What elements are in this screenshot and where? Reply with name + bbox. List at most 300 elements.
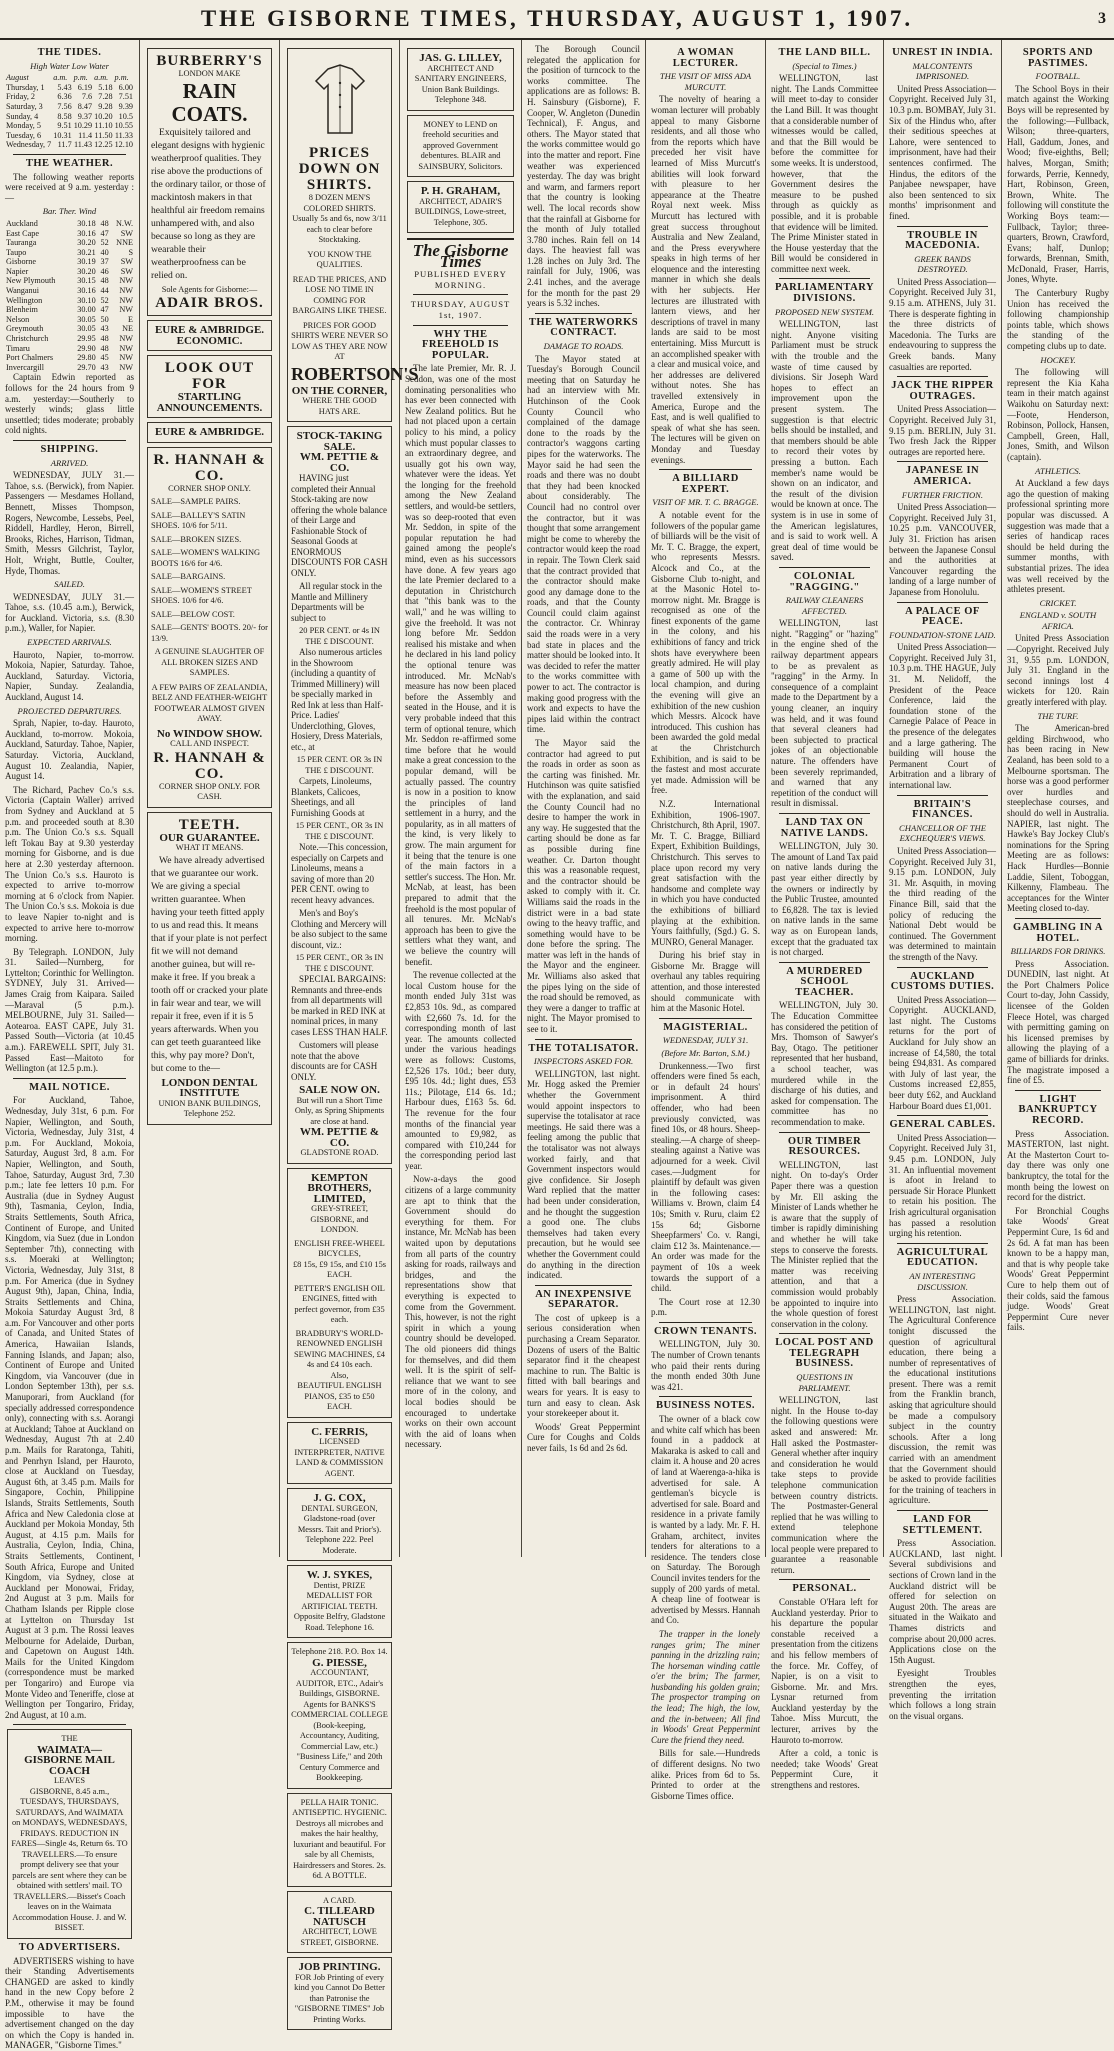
tide-time: 9.51	[57, 121, 72, 131]
peace-subheading: FOUNDATION-STONE LAID.	[889, 629, 996, 640]
cox-ad	[287, 1488, 392, 1561]
sale-line: SALE—WOMEN'S WALKING BOOTS 16/6 for 4/6.	[151, 548, 261, 568]
economic-ad	[147, 320, 272, 351]
peppermint-text: Woods' Great Peppermint Cure for Coughs and Colds never fails, 1s 6d and 2s 6d.	[527, 1421, 640, 1453]
weather-value: 30.20	[77, 238, 96, 248]
separator-heading: AN INEXPENSIVE SEPARATOR.	[535, 1288, 632, 1311]
weather-value: NE	[122, 324, 133, 334]
colonial-subheading: RAILWAY CLEANERS AFFECTED.	[785, 595, 864, 616]
tonic-ad	[287, 1793, 392, 1887]
natusch-sub: ARCHITECT, LOWE STREET, GISBORNE.	[300, 1927, 379, 1947]
dental-ad	[147, 812, 272, 1125]
separator-text: The cost of upkeep is a serious consideration when purchasing a Cream Separator. Dozens of users of the Baltic separator find it the cheapest machine to run. The Baltic is fitted with ball bearings and wears for years. It is easy to turn and easy to clean. Ask your storekeeper about it.	[527, 1312, 640, 1419]
weather-station: Greymouth	[6, 324, 44, 334]
japanese-text: United Press Association—Copyright. Received July 31, 10.25 p.m. VANCOUVER, July 31. Friction has arisen between the Japanese Consul and the authorities at Vancouver regarding the landing of a large number of Japanese from Honolulu.	[889, 502, 996, 597]
tide-time: 6.36	[57, 92, 72, 102]
tide-time: p.m.	[73, 73, 88, 83]
weather-value: 52	[100, 295, 109, 305]
weather-station: Gisborne	[6, 257, 37, 267]
weather-row	[5, 248, 134, 258]
tide-day: Monday, 5	[6, 121, 41, 131]
startling-title: STARTLING ANNOUNCEMENTS.	[156, 391, 263, 414]
weather-table	[5, 219, 134, 373]
finances-text: United Press Association—Copyright. Received July 31, 9.15 p.m. LONDON, July 31. Mr. Asquith, in moving the third reading of the Finance Bill, said that the policy of reducing the National Debt would be continued. The Government was determined to maintain the strength of the Navy.	[889, 845, 996, 962]
weather-value: SW	[120, 257, 133, 267]
tide-time: 11.33	[114, 130, 133, 140]
totalisator-heading: THE TOTALISATOR.	[528, 1042, 639, 1054]
gambling-subheading: BILLIARDS FOR DRINKS.	[1010, 946, 1106, 957]
tide-time: 12.10	[114, 140, 133, 150]
tide-time: 11.7	[57, 140, 72, 150]
weather-row	[5, 296, 134, 306]
tide-day: Sunday, 4	[6, 111, 39, 121]
native-text: WELLINGTON, July 30. The amount of Land Tax paid on native lands during the past year either directly by the owners or indirectly by the Public Trustee, amounted to £6,828. The tax is levied on native lands in the same way as on European lands, except that the graduated tax is not charged.	[771, 841, 878, 958]
hannah-sub-2: CORNER SHOP ONLY. FOR CASH.	[158, 781, 261, 801]
weather-value: NW	[119, 343, 133, 353]
landbill-text: WELLINGTON, last night. The Lands Committee will meet to-day to consider the Land Bill. It was thought that a considerable number of witnesses would be called, and that the Bill would be before the committee for some weeks. It is understood, however, that the Government desires the measure to be pushed through as quickly as possible, and it is probable that evidence will be limited. The Prime Minister stated in the House yesterday that the Bill would be considered in committee next week.	[771, 73, 878, 274]
tide-time: 5.18	[98, 82, 113, 92]
tide-time: 11.43	[73, 140, 93, 150]
weather-value: NW	[119, 362, 133, 372]
sale-now: SALE NOW ON.	[299, 1084, 380, 1096]
guarantee-title: OUR GUARANTEE.	[159, 831, 260, 844]
tide-time: 10.5	[118, 111, 133, 121]
weather-value: NW	[119, 353, 133, 363]
guarantee-text: We have already advertised that we guarantee our work. We are giving a special written guarantee. When having your teeth fitted apply to us and read this. It means that if your plate is not perfect fit we will not demand another guinea, but will re-make it free. If you break a tooth off or cracked your plate in fair wear and tear, we will repair it free, even if it is 5 years afterwards. When you can get teeth guaranteed like this, why pay more? Don't, but come to the—	[151, 854, 268, 1074]
note-text: Note.—This concession, especially on Carpets and Linoleums, means a saving of more than 20 PER CENT. owing to recent heavy advances.	[291, 842, 388, 905]
bicycles-price: £8 15s, £9 15s, and £10 15s EACH.	[292, 1259, 387, 1279]
coach-sub2: LEAVES	[53, 1776, 86, 1786]
kempton-sub: GREY-STREET, GISBORNE, and LONDON.	[310, 1204, 369, 1234]
corner-title: ON THE CORNER,	[291, 384, 388, 397]
tide-time: 10.20	[94, 111, 113, 121]
carpets-text: Carpets, Linoleums, Blankets, Calicoes, Sheetings, and all Furnishing Goods at	[291, 776, 372, 818]
kempton-ad	[287, 1168, 392, 1418]
tide-time: 10.55	[114, 121, 133, 131]
weather-value: 44	[100, 286, 109, 296]
waterworks-text: The Mayor stated at Tuesday's Borough Council meeting that on Saturday he had an interview with Mr. Hutchinson of the Cook County Council who complained of the damage done to the roads by the contractor's waggons carting pipes for the waterworks. The Mayor said he had seen the roads and there was no doubt that they had been knocked about considerably. The Council had no control over the contractor, but it was thought that some arrangement might be come to whereby the contractor would keep the road in repair. The Town Clerk said that the contract provided that the contractor should make good any damage done to the roads, and that the County Council could claim against the contractor. Cr. Whinray said the roads were in a very bad state in places and the matter should be looked into. It was decided to refer the matter to the works committee with power to act. The contractor is making good progress with the work and expects to have the pipes laid within the contract time.	[527, 353, 640, 735]
india-subheading: MALCONTENTS IMPRISONED.	[912, 60, 973, 82]
landbill-subheading: (Special to Times.)	[792, 60, 857, 71]
tide-time: 11.10	[94, 121, 113, 131]
tide-time: 6.19	[77, 82, 93, 92]
money-text: MONEY to LEND on freehold securities and approved Government debentures. BLAIR and SAINSBURY, Solicitors.	[418, 119, 503, 171]
discount-2: 15 PER CENT. OR 3s IN THE £ DISCOUNT.	[296, 755, 383, 775]
bradbury-text: BRADBURY'S WORLD-RENOWNED ENGLISH SEWING MACHINES, £4 4s and £4 10s each.	[294, 1328, 385, 1369]
weather-row	[5, 305, 134, 315]
weather-value: 30.10	[77, 295, 96, 305]
published-line: PUBLISHED EVERY MORNING.	[414, 269, 507, 290]
tide-time: 9.37	[77, 111, 93, 121]
tide-day: Friday, 2	[6, 92, 36, 102]
weather-value: 43	[100, 362, 109, 372]
bicycles-text: ENGLISH FREE-WHEEL BICYCLES,	[294, 1238, 385, 1258]
weather-value: 37	[100, 257, 109, 267]
lookout-ad	[147, 355, 272, 418]
pianos-text: BEAUTIFUL ENGLISH PIANOS, £35 to £50 EACH.	[297, 1381, 382, 1411]
column-6	[646, 40, 766, 1801]
tide-time: p.m.	[114, 73, 129, 83]
billiard-text-2: During his brief stay in Gisborne Mr. Bragge will overhaul any tables requiring attention, and those interested should communicate with him at the Masonic Hotel.	[651, 950, 760, 1014]
lookout-title: LOOK OUT FOR	[164, 360, 255, 392]
weather-value: S	[128, 247, 133, 257]
job-text: FOR Job Printing of every kind you Cannot Do Better than Patronise the "GISBORNE TIMES" Job Printing Works.	[294, 1972, 385, 2024]
tides-subheading: High Water Low Water	[30, 60, 109, 71]
piesse-agents: Agents for BANKS'S COMMERCIAL COLLEGE (Book-keeping, Accountancy, Auditing, Commercial Law, etc.) "Business Life," and 20th Century Commerce and Bookkeeping.	[291, 1699, 388, 1782]
cricket-heading: CRICKET.	[1039, 597, 1077, 608]
weather-row	[5, 286, 134, 296]
mail-heading: MAIL NOTICE.	[29, 1081, 110, 1093]
agri-subheading: AN INTERESTING DISCUSSION.	[909, 1270, 976, 1292]
weather-value: 30.18	[77, 218, 96, 228]
weather-station: Nelson	[6, 314, 30, 324]
sale-line: SALE—SAMPLE PAIRS.	[151, 497, 241, 506]
weather-value: 29.80	[77, 353, 96, 363]
burberry-agents: Sole Agents for Gisborne:—	[161, 284, 258, 294]
page-number: 3	[1098, 10, 1106, 27]
local-news-text: The Borough Council relegated the application for the position of turncock to the works committee. The applications are as follows: B. H. Sainsbury (Gisborne), F. Cooper, W. Angleton (Dunedin Technical), F. Angus, and others. The Mayor stated that the works committee would go into the matter and report. Fine weather was experienced yesterday. The day was bright and warm, and farmers report that the country is looking well. The local records show that the rainfall at Gisborne for the month of July totalled 3.780 inches. Rain fell on 14 days. The heaviest fall was 1.28 inches on July 3rd. The rainfall for July, 1906, was 2.41 inches, and the average for the month for the past 29 years is 5.32 inches.	[527, 44, 640, 309]
weather-value: 48	[100, 343, 109, 353]
robertsons-title: ROBERTSON'S	[291, 363, 419, 384]
finances-subheading: CHANCELLOR OF THE EXCHEQUER'S VIEWS.	[899, 822, 986, 844]
ferris-ad	[287, 1422, 392, 1485]
coach-text: GISBORNE, 8.45 a.m., TUESDAYS, THURSDAYS, SATURDAYS, And WAIMATA on MONDAYS, WEDNESDAYS, FRIDAYS. REDUCTION IN FARES—Single 4s, Return 6s. TO TRAVELLERS.—To ensure prompt delivery see that your parcels are sent where they can be obtained with settlers' mail. TO TRAVELLERS.—Bisset's Coach leaves on in the Waimata Accommodation House. J. and W. BISSET.	[11, 1786, 128, 1933]
weather-station: Napier	[6, 266, 29, 276]
tide-day: Wednesday, 7	[6, 140, 52, 150]
slaughter-text: A GENUINE SLAUGHTER OF ALL BROKEN SIZES AND SAMPLES.	[154, 647, 265, 677]
coach-sub: THE	[61, 1734, 78, 1744]
timber-heading: OUR TIMBER RESOURCES.	[787, 1135, 862, 1158]
tonic-text: PELLA HAIR TONIC. ANTISEPTIC. HYGIENIC. Destroys all microbes and makes the hair healthy, luxuriant and beautiful. For sale by all Chemists, Hairdressers and Stores. 2s. 6d. A BOTTLE.	[292, 1797, 387, 1880]
agri-text: Press Association. WELLINGTON, last night. The Agricultural Conference tonight discussed the question of agricultural education, there being a number of representatives of the educational institutions present. There was a remit from the Franklin branch, asking that agriculture should be made a compulsory subject in the country schools. After a long discussion, the remit was carried with an amendment that the Government should be asked to provide facilities for the training of teachers in agriculture.	[889, 1294, 996, 1506]
tide-time: 6.00	[118, 82, 133, 92]
arrived-text: WEDNESDAY, JULY 31.—Tahoe, s.s. (Berwick), from Napier. Passengers — Mesdames Holland, Bennett, Misses Thompson, Rogers, Newcombe, Lessebs, Peel, Riddell, Hardley, Heron, Birrell, Brooks, Riches, Harrison, Tidman, Smith, Messrs Gilchrist, Taylor, Holt, Wright, Buttle, Coulter, Hyde, Thomas.	[5, 470, 134, 576]
column-3	[280, 40, 419, 2024]
tides-row	[5, 92, 134, 102]
tide-time: 11.4	[78, 130, 93, 140]
editorial-date: THURSDAY, AUGUST 1st, 1907.	[410, 299, 511, 320]
shipping-heading: SHIPPING.	[40, 443, 99, 455]
weather-station: East Cape	[6, 228, 39, 238]
tides-row	[5, 121, 134, 131]
weather-value: NW	[119, 276, 133, 286]
magisterial-heading: MAGISTERIAL.	[663, 1021, 748, 1033]
weather-value: 43	[100, 324, 109, 334]
tide-time: 11.50	[94, 130, 113, 140]
weather-value: 40	[100, 247, 109, 257]
macedonia-heading: TROUBLE IN MACEDONIA.	[905, 229, 980, 252]
colonial-heading: COLONIAL "RAGGING."	[789, 570, 860, 593]
business-text: The owner of a black cow and white calf which has been found in a paddock at Makaraka is asked to call and claim it. A house and 20 acres of land at Waerenga-a-hika is advertised for sale. A gentleman's bicycle is advertised for sale. Board and residence in a private family is wanted by a lady. Mr. F. H. Graham, architect, invites tenders for alterations to a residence. The tenders close on Saturday. The Borough Council invites tenders for the supply of 200 yards of metal. A cheap line of footwear is advertised by Messrs. Hannah and Co.	[651, 1414, 760, 1626]
weather-value: NNE	[116, 238, 133, 248]
sale-line: SALE—BARGAINS.	[151, 572, 226, 581]
hannah-sub: CORNER SHOP ONLY.	[168, 483, 251, 493]
totalisator-text: WELLINGTON, last night. Mr. Hogg asked the Premier whether the Government would appoint inspectors to supervise the totalisator at race meetings. He said there was a feeling among the public that the totalisator was not always worked fairly, and that Government inspectors would give confidence. Sir Joseph Ward replied that the matter had been under consideration, and he thought the suggestion a good one. The clubs themselves had taken every precaution, but he would see whether the Government could do anything in the direction indicated.	[527, 1068, 640, 1281]
column-2	[140, 40, 280, 1557]
sale-line: SALE—BROKEN SIZES.	[151, 534, 242, 544]
business-heading: BUSINESS NOTES.	[655, 1400, 756, 1412]
lilley-ad	[407, 48, 514, 111]
customs-heading: AUCKLAND CUSTOMS DUTIES.	[890, 970, 995, 993]
tide-time: 10.31	[53, 130, 72, 140]
crown-text: WELLINGTON, July 30. The number of Crown tenants who paid their rents during the month ended 30th June was 421.	[651, 1339, 760, 1392]
weather-value: 52	[100, 238, 109, 248]
pettie-ad	[287, 426, 392, 1164]
cox-title: J. G. COX,	[313, 1492, 366, 1504]
column-5	[522, 40, 646, 1557]
arrived-heading: ARRIVED.	[50, 457, 89, 468]
weather-value: 50	[100, 314, 109, 324]
weather-columns: Bar. Ther. Wind	[42, 206, 97, 217]
postal-subheading: QUESTIONS IN PARLIAMENT.	[796, 1372, 853, 1393]
billiard-text: A notable event for the followers of the popular game of billiards will be the visit of Mr. T. C. Bragge, the expert, who represents Messrs. Alcock and Co., at the Gisborne Club to-night, and at the Masonic Hotel to-morrow night. Mr. Bragge is recognised as one of the finest exponents of the game in the colony, and his exhibitions of fancy and trick shots have everywhere been greatly admired. He will play a game of 500 up with the local champion, and during the evening will give an exhibition of the new cushion which Messrs. Alcock have introduced. This cushion has been awarded the gold medal at the Christchurch Exhibition, and is said to be the fastest and most accurate yet made. Admission will be free.	[651, 509, 760, 796]
weather-value: 48	[100, 218, 109, 228]
weather-row	[5, 315, 134, 325]
sale-list	[151, 497, 268, 644]
weather-station: Taupo	[6, 247, 27, 257]
sale-line: SALE—BELOW COST.	[151, 609, 235, 619]
weather-value: 30.19	[77, 257, 96, 267]
peace-text: United Press Association—Copyright. Received July 31, 10.3 p.m. THE HAGUE, July 31. M. Nelidoff, the President of the Peace Conference, laid the foundation stone of the Carnegie Palace of Peace in the presence of the delegates and a large gathering. The building will house the Permanent Court of Arbitration and a library of international law.	[889, 642, 996, 790]
window-show: No WINDOW SHOW.	[156, 727, 263, 740]
tide-time: 7.56	[57, 101, 72, 111]
murdered-heading: A MURDERED SCHOOL TEACHER.	[786, 965, 863, 998]
weather-value: 47	[100, 228, 109, 238]
weather-value: NW	[119, 286, 133, 296]
macedonia-subheading: GREEK BANDS DESTROYED.	[914, 253, 971, 275]
shirts-ad	[287, 48, 419, 422]
agri-heading: AGRICULTURAL EDUCATION.	[896, 1246, 989, 1269]
projected-text: Sprah, Napier, to-day. Hauroto, Auckland, to-morrow. Mokoia, Auckland, Saturday. Tahoe, Napier, Saturday. Victoria, Auckland, August 10. Zealandia, Napier, August 14.	[5, 718, 134, 782]
reductions-text: Also numerous articles in the Showroom (including a quantity of Trimmed Millinery) will be specially marked in Red Ink at less than Half-Price. Ladies' Underclothing, Gloves, Hosiery, Dress Materials, etc., at	[291, 647, 384, 752]
column-4	[400, 40, 522, 1557]
tides-heading: THE TIDES.	[37, 47, 102, 58]
japanese-heading: JAPANESE IN AMERICA.	[905, 465, 980, 487]
sports-heading: SPORTS AND PASTIMES.	[1022, 47, 1094, 69]
shirts-text: 8 DOZEN MEN'S COLORED SHIRTS. Usually 5s and 6s, now 3/11 each to clear before Stocktaking.	[292, 193, 387, 244]
maintenance-text: The Court rose at 12.30 p.m.	[651, 1296, 760, 1318]
gambling-heading: GAMBLING IN A HOTEL.	[1013, 921, 1103, 944]
tides-row	[5, 102, 134, 112]
adair-bros: ADAIR BROS.	[155, 295, 264, 311]
natusch-ad	[287, 1891, 392, 1954]
magisterial-subheading-2: (Before Mr. Barton, S.M.)	[661, 1048, 750, 1059]
tide-day: Tuesday, 6	[6, 130, 42, 140]
sale-line: SALE—BALLEY'S SATIN SHOES. 10/6 for 5/11.	[151, 510, 246, 530]
tide-time: 8.47	[77, 101, 93, 111]
cricket-text: United Press Association—Copyright. Received July 31, 9.55 p.m. LONDON, July 31. England in the second innings lost 4 wickets for 120. Rain greatly interfered with play.	[1007, 633, 1109, 708]
lecturer-text: The novelty of hearing a woman lecturer will probably appeal to many Gisborne residents, and all those who from the reports which have preceded her visit have learned of Miss Murcutt's abilities will look forward with pleasure to her appearance at the Theatre Royal next week. Miss Murcutt has lectured with great success throughout Australia and New Zealand, and the Press everywhere speaks in high terms of her eloquence and the interesting manner in which she deals with her subjects. Her lectures are illustrated with lantern views, and her descriptions of travel in many lands are said to be most entertaining. Miss Murcutt is an accomplished speaker with a clear and musical voice, and her addresses are delivered without notes. She has travelled extensively in America, Europe and the East, and is well qualified to speak of what she has seen. The lectures will be given on Monday and Tuesday evenings.	[651, 94, 760, 465]
eure-title: EURE & AMBRIDGE.	[154, 426, 265, 438]
read-text: READ THE PRICES, AND LOSE NO TIME IN COMING FOR BARGAINS LIKE THESE.	[292, 274, 387, 315]
hannah-ad	[147, 447, 272, 808]
tide-time: 7.28	[98, 92, 113, 102]
turf-text: The American-bred gelding Birchwood, who has been racing in New Zealand, has been sold to a Melbourne sportsman. The horse was a good performer over hurdles and steeplechase courses, and should do well in Australia. NAPIER, last night. The Hawke's Bay Jockey Club's nominations for the Spring Meeting are as follows: Hack Hurdles—Bonnie Laddie, Silent, Toboggan, Kilkenny, Flambeau. The acceptances for the Winter Meeting closed to-day.	[1007, 723, 1109, 914]
personal-heading: PERSONAL.	[792, 1583, 857, 1595]
weather-value: 30.16	[77, 286, 96, 296]
waterworks-heading: THE WATERWORKS CONTRACT.	[528, 316, 639, 339]
settlement-heading: LAND FOR SETTLEMENT.	[902, 1514, 983, 1536]
burberry-rain-coats: RAIN COATS.	[171, 78, 248, 126]
pettie-title-2: WM. PETTIE & CO.	[299, 1126, 380, 1149]
tide-day: Thursday, 1	[6, 82, 45, 92]
column-9	[1002, 40, 1114, 1557]
pettie-title: WM. PETTIE & CO.	[299, 451, 380, 474]
weather-station: New Plymouth	[6, 276, 56, 286]
money-ad	[407, 115, 514, 178]
eure-ad	[147, 422, 272, 443]
cure-text: After a cold, a tonic is needed; take Woods' Great Peppermint Cure, it strengthens and restores.	[771, 1748, 878, 1791]
weather-value: 30.05	[77, 324, 96, 334]
dental-institute: LONDON DENTAL INSTITUTE	[161, 1076, 258, 1099]
eyesight-text: Eyesight Troubles strengthen the eyes, preventing the irritation which follows a long strain on the visual organs.	[889, 1668, 996, 1721]
sale-line: SALE—WOMEN'S STREET SHOES. 10/6 for 4/6.	[151, 585, 252, 605]
weather-value: 30.16	[77, 228, 96, 238]
sailed-heading: SAILED.	[54, 579, 85, 590]
cox-sub: DENTAL SURGEON, Gladstone-road (over Messrs. Tait and Prior's). Telephone 222. Peel Moderate.	[297, 1503, 382, 1555]
card-text: A CARD.	[322, 1895, 357, 1905]
postal-heading: LOCAL POST AND TELEGRAPH BUSINESS.	[775, 1337, 874, 1370]
tide-time: 5.43	[57, 82, 72, 92]
weather-value: SW	[120, 266, 133, 276]
tide-day: Saturday, 3	[6, 101, 43, 111]
what-means: WHAT IT MEANS.	[175, 843, 244, 852]
sale-now-text: But will run a Short Time Only, as Spring Shipments are close at hand.	[294, 1095, 385, 1126]
editorial-masthead: The Gisborne Times	[412, 241, 509, 271]
macedonia-text: United Press Association—Copyright. Received July 31, 9.15 a.m. ATHENS, July 31. There is desperate fighting in the three districts of Macedonia. The Turks are endeavouring to suppress the Greek bands. Many casualties are reported.	[889, 276, 996, 372]
athletics-text: At Auckland a few days ago the question of making professional sprinting more popular was discussed. A suggestion was made that a series of handicap races should be held during the summer months, with substantial prizes. The idea was well received by the athletes present.	[1007, 478, 1109, 595]
football-text: The School Boys in their match against the Working Boys will be represented by the following:—Fullback, Wilson; three-quarters, Hall, Gaddum, Jones, and Wood; five-eighths, Bell; halves, Morgan, Smith; forwards, Perrie, Kennedy, Hart, Robinson, Green, Brown, White. The following will constitute the Working Boys team:—Fullback, Taylor; three-quarters, Brown, Crawford, Evans; half, Dunlop; forwards, Brennan, Smith, McDonald, Fraser, Harris, Jones, Whyte.	[1007, 83, 1109, 285]
football-heading: FOOTBALL.	[1035, 71, 1081, 82]
weather-value: NW	[119, 295, 133, 305]
mens-text: Men's and Boy's Clothing and Mercery will be also subject to the same discount, viz.:	[291, 908, 388, 950]
masthead	[0, 0, 1114, 40]
advertisers-heading: TO ADVERTISERS.	[18, 1941, 121, 1953]
weather-value: 45	[100, 353, 109, 363]
postal-text: WELLINGTON, last night. In the House to-day the following questions were asked and answered: Mr. Hall asked the Postmaster-General whether after inquiry and consideration he would take steps to provide telephone communication between country districts. The Postmaster-General replied that he was willing to extend telephone communication where the local people were prepared to guarantee a reasonable return.	[771, 1395, 878, 1575]
weather-value: 30.00	[77, 305, 96, 315]
cables-heading: GENERAL CABLES.	[889, 1119, 996, 1131]
tide-time: 12.25	[94, 140, 113, 150]
parliamentary-subheading: PROPOSED NEW SYSTEM.	[774, 306, 875, 317]
weather-value: 48	[100, 276, 109, 286]
lecturer-subheading: THE VISIT OF MISS ADA MURCUTT.	[659, 71, 752, 92]
waterworks-subheading: DAMAGE TO ROADS.	[543, 341, 624, 352]
weather-value: 30.05	[77, 314, 96, 324]
columns	[0, 40, 1114, 2051]
timber-text: WELLINGTON, last night. On to-day's Order Paper there was a question by Mr. Ell asking the Minister of Lands whether he is aware that the supply of timber is rapidly diminishing and whether he will take steps to conserve the forests. The Minister replied that the matter was receiving attention, and that a commission would probably be appointed to inquire into the whole question of forest conservation in the colony.	[771, 1159, 878, 1329]
shirt-illustration-icon	[310, 59, 370, 139]
masthead-title: THE GISBORNE TIMES, THURSDAY, AUGUST 1, 1907.	[200, 6, 914, 31]
sale-line: SALE—GENTS' BOOTS. 20/- for 13/9.	[151, 623, 268, 643]
editorial-text: The late Premier, Mr. R. J. Seddon, was one of the most dominating personalities who has ever been connected with New Zealand politics. But he had not placed upon a certain policy to his mind, a policy which must popular classes to an extraordinary degree, and usually got his own way, whatever were the ideas. Yet the longing for the freehold among the New Zealand settlers, and would-be settlers, was so deep-rooted that even Mr. Seddon, in spite of the popular reputation he had gained among the people's mind, even as his successors have done. A few years ago the late Premier declared to a deputation in Christchurch that "this bank was to the wall," and he was willing to give the freehold. It was not long before Mr. Seddon realised his mistake and when he declared in his land policy the optional tenure was introduced. Mr. McNab's measure has now been placed before the Assembly and seated in the House, and it is very probable indeed that this term of optional tenure, which Mr. Seddon re-affirmed some time before that he would make a great concession to the popular demand, will be actually passed. The country is now in a position to know the principles of land settlement in a hurry, and the popularity, as in all matters of the kind, is very likely to grow. The main argument for it being that the tenure is one of the main factors in a settler's success. The Hon. Mr. McNab, at least, has been prepared to admit that the freehold is the most popular of all tenures. Mr. McNab's approach has been to give the settlers what they want, and we believe the country will benefit.	[405, 363, 516, 967]
job-title: JOB PRINTING.	[298, 1961, 381, 1973]
crown-heading: CROWN TENANTS.	[653, 1325, 758, 1337]
tide-time: a.m.	[94, 73, 109, 83]
tides-table	[5, 73, 134, 150]
mantle-text: All regular stock in the Mantle and Millinery Departments will be subject to	[291, 581, 382, 623]
japanese-subheading: FURTHER FRICTION.	[901, 489, 984, 500]
hockey-heading: HOCKEY.	[1040, 354, 1076, 365]
weather-value: 29.95	[77, 334, 96, 344]
tides-row	[5, 140, 134, 150]
hannah-title: R. HANNAH & CO.	[153, 451, 266, 484]
discount-3: 15 PER CENT., OR 3s IN THE £ DISCOUNT.	[295, 821, 384, 841]
piesse-ad	[287, 1642, 392, 1789]
coughs-text: For Bronchial Coughs take Woods' Great Peppermint Cure, 1s 6d and 2s 6d. A fat man has been known to be a happy man, and that is why people take Woods' Great Peppermint Cure to help them out of their colds, said the famous judge. Woods' Great Peppermint Cure never fails.	[1007, 1205, 1109, 1333]
billiard-testimonial: N.Z. International Exhibition, 1906-1907. Christchurch, 8th April, 1907. Mr. T. C. Bragge, Billiard Expert, Exhibition Buildings, Christchurch. This serves to place upon record my very great satisfaction with the handsome and complete way in which you have conducted the exhibitions of billiard playing at the exhibition. Yours faithfully, (Sgd.) G. S. MUNRO, General Manager.	[651, 798, 760, 947]
tide-time: 8.58	[57, 111, 72, 121]
weather-station: Tauranga	[6, 238, 37, 248]
weather-row	[5, 353, 134, 363]
weather-intro: The following weather reports were received at 9 a.m. yesterday :—	[5, 171, 134, 203]
weather-value: NW	[119, 334, 133, 344]
weather-value: E	[127, 314, 133, 324]
magisterial-subheading: WEDNESDAY, JULY 31.	[662, 1035, 749, 1046]
tide-day: August	[6, 73, 29, 83]
weather-value: 29.90	[77, 343, 96, 353]
athletics-heading: ATHLETICS.	[1035, 465, 1081, 476]
sailed-text: WEDNESDAY, JULY 31.—Tahoe, s.s. (10.45 a.m.), Berwick, for Auckland. Victoria, s.s. (8.30 p.m.), Waller, for Napier.	[5, 591, 134, 634]
colonial-text: WELLINGTON, last night. "Ragging" or "hazing" in the engine shed of the railway department appears to be as prevalent as "ragging" in the Army. In consequence of a complaint made to the Department by a young cleaner, an inquiry was held, and it was found that several cleaners had been subjected to practical jokes of an objectionable nature. The offenders have been severely reprimanded, and warned that any repetition of the conduct will result in dismissal.	[771, 618, 878, 809]
petter-text: PETTER'S ENGLISH OIL ENGINES, fitted with perfect governor, from £35 each.	[294, 1283, 385, 1324]
tides-header-row	[5, 73, 134, 83]
weather-row	[5, 257, 134, 267]
totalisator-subheading: INSPECTORS ASKED FOR.	[533, 1056, 634, 1067]
corner-sub: WHERE THE GOOD HATS ARE.	[302, 396, 377, 416]
graham-title: P. H. GRAHAM,	[420, 185, 501, 197]
natusch-title: C. TILLEARD NATUSCH	[304, 1905, 375, 1928]
graham-ad	[407, 181, 514, 233]
weather-row	[5, 267, 134, 277]
weather-row	[5, 238, 134, 248]
turf-heading: THE TURF.	[1037, 710, 1079, 721]
bankruptcy-heading: LIGHT BANKRUPTCY RECORD.	[1018, 1093, 1098, 1126]
weather-value: 29.70	[77, 362, 96, 372]
editorial-heading: WHY THE FREEHOLD IS POPULAR.	[422, 328, 499, 361]
weather-row	[5, 344, 134, 354]
special-text: SPECIAL BARGAINS: Remnants and three-ends from all departments will be marked in RED INK at nominal prices, in many cases LESS THAN HALF.	[291, 974, 388, 1037]
lilley-title: JAS. G. LILLEY,	[419, 52, 502, 64]
lilley-sub: ARCHITECT AND SANITARY ENGINEERS, Union Bank Buildings. Telephone 348.	[414, 63, 507, 104]
call-inspect: CALL AND INSPECT.	[170, 739, 249, 748]
tide-time: 10.29	[73, 121, 93, 131]
cables-text: United Press Association—Copyright. Received July 31, 9.45 p.m. LONDON, July 31. An influential movement is afoot in Ireland to persuade Sir Horace Plunkett to retain his position. The Irish agricultural organisation has passed a resolution urging his retention.	[889, 1132, 996, 1239]
burberry-text: Exquisitely tailored and elegant designs with hygienic weatherproof qualities. They rise above the productions of the ordinary tailor, or those of mackintosh makers in that healthful air freedom remains unhampered with, and also because so long as they are wearable their weatherproofness can be relied on.	[151, 126, 266, 281]
weather-heading: THE WEATHER.	[25, 157, 114, 169]
weather-station: Blenheim	[6, 305, 38, 315]
sykes-ad	[287, 1565, 392, 1638]
prices-title: PRICES DOWN ON SHIRTS.	[298, 145, 381, 193]
piesse-tel: Telephone 218. P.O. Box 14.	[291, 1647, 388, 1656]
pettie-text: HAVING just completed their Annual Stock-taking are now offering the whole balance of their Large and Fashionable Stock of Seasonal Goods at ENORMOUS DISCOUNTS FOR CASH ONLY.	[291, 473, 388, 578]
tides-row	[5, 83, 134, 93]
weather-value: 30.15	[77, 276, 96, 286]
weather-row	[5, 363, 134, 373]
waterworks-text-2: The Mayor said the contractor had agreed to put the roads in order as soon as the carting was finished. Mr. Hutchinson was quite satisfied with the explanation, and said the County Council had no desire to hamper the work in any way. He suggested that the carting should be done as far as possible during fine weather. Cr. Darton thought this was a reasonable request, and the contractor should be asked to comply with it. Cr. Williams said the roads in the district were in a bad state owing to the heavy traffic, and something would have to be done before the spring. The matter was left in the hands of the Mayor and the engineer. Mr. Williams also asked that the pipes lying on the side of the road should be removed, as they were a danger to traffic at night. The Mayor promised to see to it.	[527, 738, 640, 1035]
ferris-title: C. FERRIS,	[311, 1425, 368, 1438]
india-text: United Press Association—Copyright. Received July 31, 10.3 p.m. BOMBAY, July 31. Six of the Hindus who, after their seditious speeches at Lahore, were sentenced to imprisonment, have had their sentences confirmed. The Hindus, the editors of the Panjabee newspaper, have also been sentenced to six months' imprisonment and fined.	[889, 83, 996, 221]
tide-time: a.m.	[53, 73, 68, 83]
peace-heading: A PALACE OF PEACE.	[905, 605, 980, 628]
quality-text: YOU KNOW THE QUALITIES.	[307, 249, 372, 269]
weather-station: Wanganui	[6, 286, 39, 296]
hockey-text: The following will represent the Kia Kaha team in their match against Waikohu on Saturday next:—Foote, Henderson, Robinson, Pollock, Hansen, Campbell, Green, Hall, Jones, Smith, and Wilson (captain).	[1007, 367, 1109, 462]
burberry-title: BURBERRY'S	[156, 53, 263, 69]
tides-row	[5, 131, 134, 141]
burberry-sub: LONDON MAKE	[178, 69, 241, 78]
burberry-ad	[147, 48, 272, 316]
